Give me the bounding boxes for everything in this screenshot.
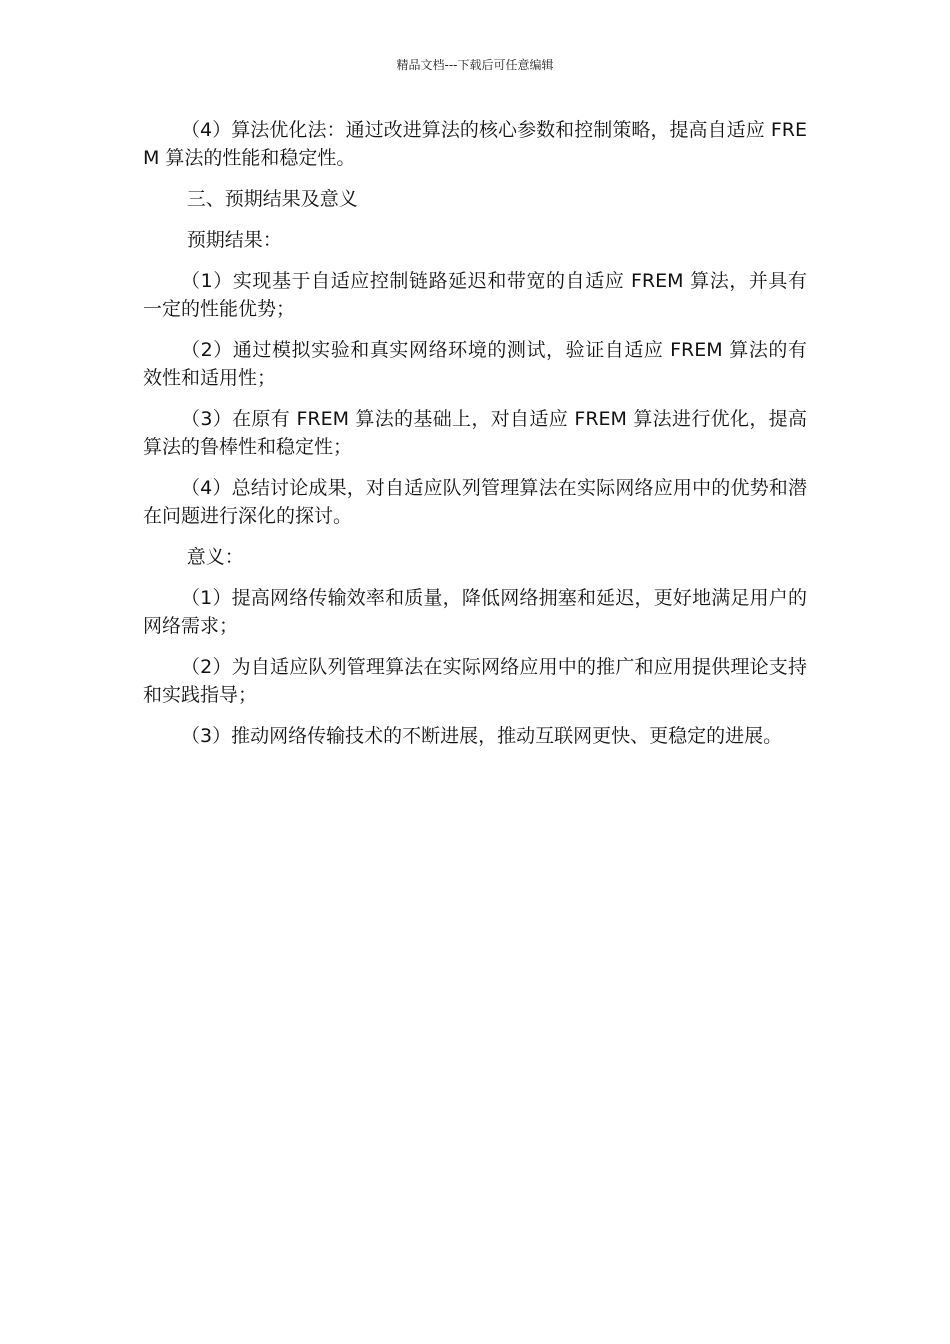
paragraph-result-3: （3）在原有 FREM 算法的基础上，对自适应 FREM 算法进行优化，提高算法的鲁棒性和稳定性； xyxy=(143,408,807,458)
subheading-significance: 意义： xyxy=(186,546,244,568)
paragraph-result-1: （1）实现基于自适应控制链路延迟和带宽的自适应 FREM 算法，并具有一定的性能优势； xyxy=(143,270,807,320)
paragraph-result-4: （4）总结讨论成果，对自适应队列管理算法在实际网络应用中的优势和潜在问题进行深化的探讨。 xyxy=(143,477,807,527)
paragraph-method-4: （4）算法优化法：通过改进算法的核心参数和控制策略，提高自适应 FREM 算法的性能和稳定性。 xyxy=(143,119,807,169)
paragraph-result-2: （2）通过模拟实验和真实网络环境的测试，验证自适应 FREM 算法的有效性和适用性； xyxy=(143,339,807,389)
paragraph-significance-3: （3）推动网络传输技术的不断进展，推动互联网更快、更稳定的进展。 xyxy=(181,725,783,747)
paragraph-significance-1: （1）提高网络传输效率和质量，降低网络拥塞和延迟，更好地满足用户的网络需求； xyxy=(143,587,807,637)
page-header: 精品文档---下载后可任意编辑 xyxy=(396,58,554,72)
document-body xyxy=(143,116,807,763)
section-heading-expected-results: 三、预期结果及意义 xyxy=(186,188,358,210)
subheading-expected-results: 预期结果： xyxy=(186,229,282,251)
paragraph-significance-2: （2）为自适应队列管理算法在实际网络应用中的推广和应用提供理论支持和实践指导； xyxy=(143,656,807,706)
